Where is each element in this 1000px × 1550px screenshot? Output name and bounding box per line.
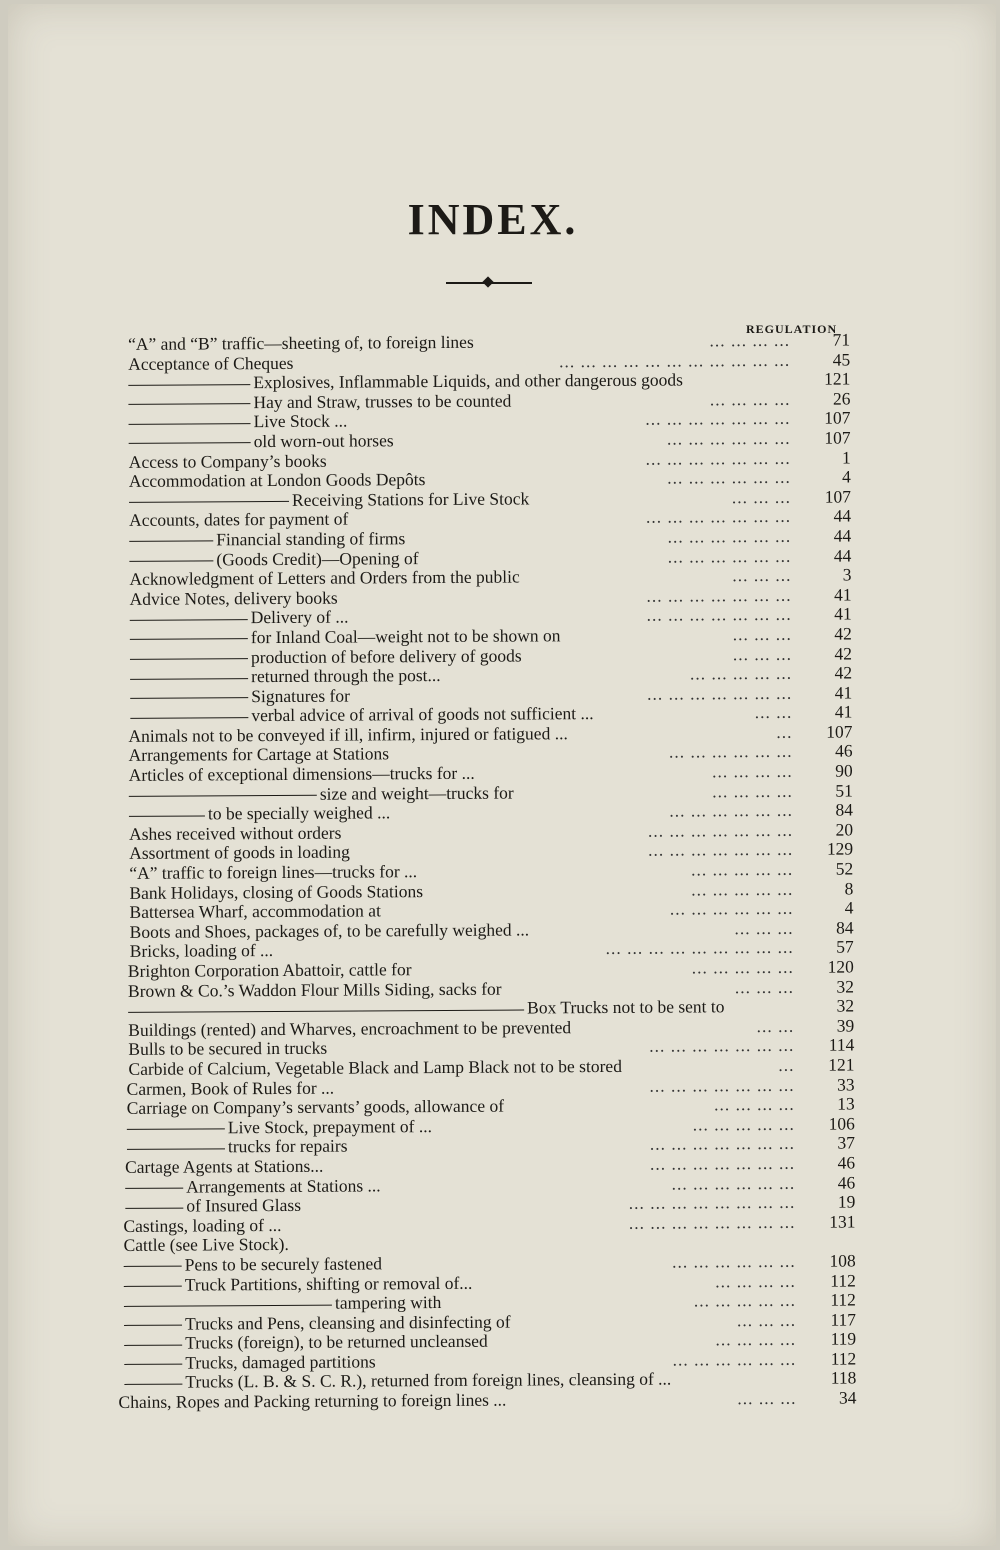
index-entry-text (127, 1097, 504, 1119)
index-entry-label: Arrangements for Cartage at Stations (128, 743, 390, 766)
ditto-rule (129, 443, 251, 445)
leader-dots: ... ... ... ... ... ... ... ... ... ... ... (558, 349, 791, 371)
index-entry-label: Access to Company’s books (128, 450, 327, 472)
index-entry-label: Articles of exceptional dimensions—trucks for ... (128, 762, 475, 785)
leader-dots: ... ... ... ... ... ... (668, 741, 793, 763)
ditto-rule (128, 1009, 524, 1012)
leader-dots: ... ... ... ... ... (691, 858, 794, 880)
leader-dots: ... ... ... ... ... ... ... (646, 584, 792, 606)
index-entry-label: Live Stock ... (253, 410, 348, 432)
index-entry-text (130, 646, 522, 668)
regulation-number: 131 (829, 1211, 856, 1232)
leader-dots: ... ... ... ... ... ... ... (649, 1035, 795, 1057)
index-entry-label: Assortment of goods in loading (129, 841, 350, 864)
index-entry-text (130, 920, 530, 942)
leader-dots: ... ... ... ... ... ... (672, 1348, 797, 1370)
index-entry-label: old worn-out horses (253, 430, 394, 452)
leader-dots: ... ... ... ... ... ... ... (647, 819, 794, 841)
index-entry-text (123, 1216, 281, 1237)
index-entry-text (129, 510, 348, 531)
index-entry-text (125, 1176, 381, 1197)
regulation-number: 4 (842, 466, 851, 487)
regulation-number: 117 (830, 1309, 857, 1330)
regulation-number: 118 (830, 1367, 857, 1389)
regulation-number: 51 (835, 780, 853, 801)
regulation-number: 71 (832, 329, 851, 350)
index-entry-label: Accounts, dates for payment of (129, 508, 349, 531)
ditto-rule (124, 1304, 332, 1306)
regulation-number: 107 (824, 427, 851, 448)
index-entry-label: of Insured Glass (186, 1194, 302, 1216)
regulation-number: 46 (837, 1172, 856, 1193)
index-entry-label: Boots and Shoes, packages of, to be carefully weighed ... (129, 919, 530, 942)
index-entry-label: Carriage on Company’s servants’ goods, allowance of (126, 1095, 505, 1119)
regulation-number: 32 (836, 995, 855, 1016)
leader-dots: ... ... ... ... ... ... ... (647, 682, 793, 704)
leader-dots: ... (776, 721, 793, 742)
ditto-rule (125, 1207, 183, 1208)
regulation-number: 4 (844, 897, 854, 918)
leader-dots: ... ... ... ... ... (691, 878, 794, 900)
index-entry-label: Carbide of Calcium, Vegetable Black and Lamp Black not to be stored (128, 1055, 622, 1079)
ditto-rule (124, 1384, 182, 1385)
ditto-rule (127, 1148, 225, 1150)
index-page (8, 4, 996, 1546)
leader-dots: ... ... ... (732, 564, 792, 586)
leader-dots: ... (778, 1054, 795, 1075)
regulation-number: 13 (837, 1093, 855, 1114)
leader-dots: ... ... ... ... ... ... (669, 800, 793, 821)
ditto-rule (124, 1344, 182, 1345)
regulation-number: 1 (841, 447, 851, 468)
index-entry-label: Pens to be securely fastened (184, 1253, 383, 1275)
leader-dots: ... ... ... ... ... ... ... ... ... (605, 937, 794, 959)
regulation-number: 41 (834, 603, 852, 624)
regulation-number: 19 (837, 1191, 856, 1212)
ditto-rule (127, 1129, 225, 1131)
index-entry-text (128, 1018, 571, 1040)
leader-dots: ... ... ... ... ... ... ... (647, 839, 794, 861)
ditto-rule (129, 815, 205, 816)
regulation-number: 8 (844, 878, 854, 899)
regulation-number: 57 (836, 936, 854, 957)
ditto-rule (130, 678, 248, 680)
index-entry-label: Trucks, damaged partitions (185, 1351, 376, 1373)
index-entry-label: production of before delivery of goods (250, 645, 522, 667)
leader-dots: ... ... ... ... ... ... (667, 545, 792, 567)
index-entry-text (127, 1117, 432, 1138)
regulation-number: 107 (824, 486, 852, 507)
index-entry-label: Financial standing of firms (216, 528, 406, 550)
regulation-number: 112 (830, 1289, 856, 1310)
index-entry-label: Bulls to be secured in trucks (128, 1038, 328, 1060)
index-entry-label: Box Trucks not to be sent to (527, 996, 725, 1018)
leader-dots: ... ... ... ... ... (692, 1113, 795, 1135)
title-ornament (446, 282, 532, 284)
regulation-number: 42 (834, 623, 852, 644)
index-entry (118, 1389, 856, 1413)
leader-dots: ... ... ... ... ... ... ... (649, 1133, 796, 1155)
index-entry-text (127, 1078, 335, 1099)
index-entry-text (130, 941, 274, 961)
index-entry-label: Brighton Corporation Abattoir, cattle for (127, 959, 412, 981)
index-entry-label: Bricks, loading of ... (129, 940, 274, 962)
leader-dots: ... ... ... ... ... ... (667, 467, 791, 488)
index-entry-text (124, 1332, 488, 1354)
regulation-number: 37 (837, 1132, 856, 1153)
ditto-rule (129, 560, 213, 562)
ditto-rule (129, 795, 317, 797)
index-entry-text (125, 1157, 323, 1178)
index-entry-label: Delivery of ... (250, 606, 349, 628)
index-entry-label: Ashes received without orders (128, 822, 342, 844)
leader-dots: ... ... ... ... (714, 1094, 795, 1115)
index-entry-label: “A” traffic to foreign lines—trucks for ... (129, 861, 418, 883)
index-entry-label: Cattle (see Live Stock). (123, 1234, 289, 1256)
regulation-number: 20 (835, 819, 854, 840)
index-entries (112, 330, 857, 1412)
index-entry-label: Accommodation at London Goods Depôts (128, 469, 426, 492)
regulation-number: 84 (836, 917, 854, 938)
regulation-number: 119 (830, 1328, 857, 1349)
regulation-number: 46 (834, 740, 853, 762)
ditto-rule (130, 697, 248, 699)
index-entry-text (129, 843, 350, 864)
regulation-number: 107 (824, 407, 851, 429)
index-entry-text (129, 823, 341, 844)
index-entry-text (130, 666, 441, 687)
ditto-rule (129, 501, 289, 503)
regulation-number: 44 (833, 505, 852, 526)
leader-dots: ... ... ... ... ... ... ... (645, 447, 791, 469)
regulation-number: 108 (829, 1250, 856, 1271)
regulation-number: 46 (837, 1152, 856, 1173)
index-entry-label: for Inland Coal—weight not to be shown on (250, 625, 561, 648)
index-entry-label: (Goods Credit)—Opening of (216, 547, 419, 569)
index-entry-label: Cartage Agents at Stations... (125, 1155, 324, 1177)
index-entry-label: Chains, Ropes and Packing returning to foreign lines ... (118, 1389, 507, 1413)
ditto-rule (130, 619, 248, 621)
regulation-number: 3 (842, 564, 852, 585)
regulation-number: 129 (826, 838, 854, 860)
index-entry-label: Acknowledgment of Letters and Orders from the public (129, 566, 520, 590)
index-entry-label: Buildings (rented) and Wharves, encroachment to be prevented (128, 1016, 572, 1040)
index-entry-text (128, 979, 502, 1001)
leader-dots: ... ... ... ... ... ... ... (649, 1074, 795, 1096)
index-entry-text (129, 451, 327, 472)
leader-dots: ... ... ... ... ... ... ... (645, 506, 792, 528)
leader-dots: ... ... ... ... ... ... ... ... (628, 1191, 796, 1213)
index-entry-label: Explosives, Inflammable Liquids, and other dangerous goods (253, 369, 683, 393)
leader-dots: ... ... ... ... ... ... ... (646, 604, 792, 626)
index-entry-label: Animals not to be conveyed if ill, infirm, injured or fatigued ... (128, 723, 568, 746)
index-entry-label: Carmen, Book of Rules for ... (126, 1077, 335, 1099)
index-entry-label: Live Stock, prepayment of ... (227, 1115, 433, 1138)
leader-dots: ... ... ... ... ... (689, 662, 793, 684)
regulation-number: 121 (828, 1054, 855, 1075)
leader-dots: ... ... ... ... ... ... (667, 525, 792, 547)
leader-dots: ... ... ... ... (709, 329, 791, 351)
leader-dots: ... ... ... ... ... ... (671, 1250, 796, 1272)
index-entry-label: to be specially weighed ... (207, 802, 391, 824)
regulation-number: 44 (833, 545, 852, 566)
leader-dots: ... ... ... ... ... ... (671, 1172, 796, 1194)
leader-dots: ... ... ... ... (715, 1270, 796, 1291)
regulation-number: 52 (835, 858, 854, 879)
index-entry-text (129, 489, 529, 511)
regulation-number: 106 (828, 1113, 855, 1134)
regulation-column-header: REGULATION (746, 322, 838, 336)
index-entry-text (130, 608, 349, 629)
index-entry-text (124, 1235, 289, 1256)
regulation-number: 45 (832, 349, 851, 370)
ditto-rule (124, 1266, 182, 1267)
index-entry-text (130, 588, 338, 609)
regulation-number: 121 (823, 368, 851, 389)
regulation-number: 39 (836, 1015, 855, 1036)
leader-dots: ... ... ... ... ... (691, 956, 794, 978)
index-entry-text (125, 1196, 301, 1217)
index-entry-label: Signatures for (251, 685, 350, 706)
ditto-rule (130, 658, 248, 660)
index-entry-text (129, 431, 394, 452)
regulation-number: 120 (827, 956, 854, 977)
index-entry-label: “A” and “B” traffic—sheeting of, to foreign lines (127, 331, 474, 354)
index-entry-label: Bank Holidays, closing of Goods Stations (129, 880, 424, 903)
leader-dots: ... ... ... ... (712, 780, 793, 801)
regulation-number: 26 (832, 388, 851, 409)
leader-dots: ... ... ... (736, 1309, 797, 1330)
index-entry-label: Hay and Straw, trusses to be counted (253, 390, 512, 412)
leader-dots: ... ... (754, 702, 793, 723)
index-entry-label: Acceptance of Cheques (128, 352, 294, 374)
ditto-rule (124, 1325, 182, 1326)
regulation-number: 34 (838, 1387, 857, 1408)
leader-dots: ... ... ... ... ... ... (669, 898, 794, 919)
ditto-rule (124, 1364, 182, 1365)
index-entry-text (129, 804, 390, 825)
regulation-number: 44 (833, 525, 852, 546)
leader-dots: ... ... ... (734, 917, 794, 939)
index-entry-text (118, 1391, 506, 1413)
leader-dots: ... ... ... ... (711, 760, 793, 782)
index-entry-label: Brown & Co.’s Waddon Flour Mills Siding, sacks for (127, 978, 502, 1001)
index-entry-label: Battersea Wharf, accommodation at (129, 900, 381, 923)
leader-dots: ... ... ... (734, 976, 795, 997)
ditto-rule (125, 1188, 183, 1189)
index-entry-label: Arrangements at Stations ... (186, 1174, 381, 1197)
index-entry-label: trucks for repairs (227, 1135, 348, 1157)
index-entry-text (128, 353, 293, 374)
index-entry-label: Receiving Stations for Live Stock (291, 488, 530, 510)
regulation-number: 41 (834, 584, 852, 605)
regulation-number: 84 (835, 799, 853, 820)
leader-dots: ... ... ... (732, 643, 793, 664)
index-entry-label: Trucks and Pens, cleansing and disinfecting of (184, 1311, 511, 1334)
ditto-rule (124, 1286, 182, 1287)
regulation-number: 114 (828, 1034, 855, 1056)
index-entry-text (129, 568, 519, 590)
leader-dots: ... ... ... ... (715, 1329, 797, 1350)
index-entry-label: Advice Notes, delivery books (129, 587, 338, 609)
index-entry-label: Castings, loading of ... (123, 1214, 282, 1236)
regulation-number: 112 (830, 1348, 857, 1369)
index-entry-label: Truck Partitions, shifting or removal of... (184, 1272, 473, 1295)
index-entry-text (128, 333, 474, 355)
leader-dots: ... ... ... ... ... ... ... ... (628, 1211, 796, 1233)
page-title: INDEX. (407, 195, 579, 244)
regulation-number: 107 (826, 721, 853, 742)
regulation-number: 32 (836, 976, 855, 997)
leader-dots: ... ... (756, 1015, 795, 1036)
index-entry-label: verbal advice of arrival of goods not sufficient ... (251, 703, 594, 726)
ditto-rule (130, 639, 248, 641)
leader-dots: ... ... ... ... (709, 388, 791, 410)
ditto-rule (128, 384, 250, 386)
regulation-number: 33 (837, 1074, 855, 1095)
index-entry-text (128, 391, 511, 413)
index-entry-label: Trucks (foreign), to be returned uncleansed (185, 1331, 488, 1353)
ditto-rule (129, 541, 213, 543)
index-entry-label: tampering with (334, 1292, 442, 1313)
index-entry-text (128, 412, 347, 433)
regulation-number: 42 (834, 642, 853, 664)
regulation-number: 41 (834, 682, 853, 703)
regulation-number: 41 (834, 701, 853, 722)
leader-dots: ... ... ... ... ... (693, 1289, 796, 1311)
leader-dots: ... ... ... ... ... ... ... (645, 408, 791, 430)
index-entry-text (129, 783, 514, 805)
regulation-number: 42 (834, 662, 853, 683)
regulation-number: 90 (835, 760, 853, 781)
index-entry-text (128, 1039, 327, 1060)
leader-dots: ... ... ... ... ... ... (666, 427, 791, 449)
ditto-rule (128, 403, 250, 405)
leader-dots: ... ... ... (731, 486, 792, 507)
ditto-rule (130, 717, 248, 719)
leader-dots: ... ... ... (732, 623, 792, 645)
index-entry-label: size and weight—trucks for (319, 782, 514, 804)
index-entry-label: Trucks (L. B. & S. C. R.), returned from foreign lines, cleansing of ... (185, 1369, 672, 1393)
regulation-number: 112 (830, 1269, 856, 1291)
leader-dots: ... ... ... ... ... ... ... (649, 1152, 796, 1174)
leader-dots: ... ... ... (737, 1387, 797, 1409)
ditto-rule (129, 423, 251, 425)
index-entry-label: returned through the post... (251, 665, 441, 687)
